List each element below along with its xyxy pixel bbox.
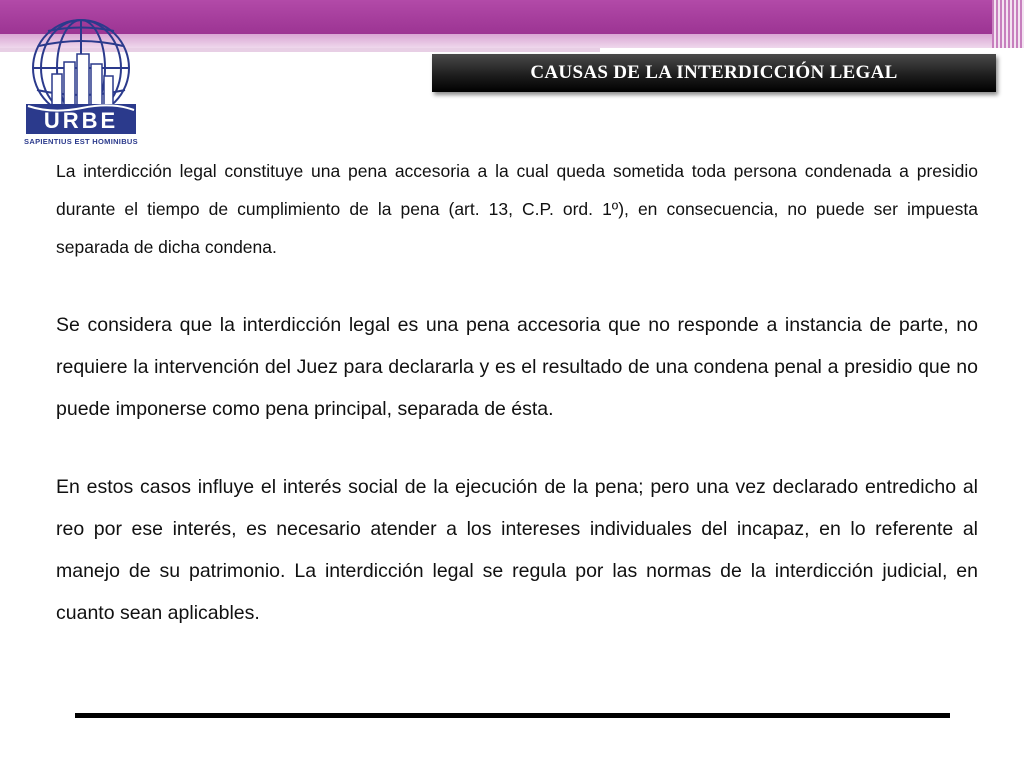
body-content <box>56 152 978 634</box>
header-stripes <box>992 0 1024 48</box>
urbe-logo <box>22 16 140 148</box>
paragraph-3: En estos casos influye el interés social de la ejecución de la pena; pero una vez declarado entredicho al reo por ese interés, es necesario atender a los intereses individuales del incapaz, en lo referente al manejo de su patrimonio. La interdicción legal se regula por las normas de la interdicción judicial, en cuanto sean aplicables. <box>56 476 978 624</box>
title-bar <box>432 54 996 92</box>
paragraph-1: La interdicción legal constituye una pena accesoria a la cual queda sometida toda persona condenada a presidio durante el tiempo de cumplimiento de la pena (art. 13, C.P. ord. 1º), en consecuencia, no puede ser impuesta separada de dicha condena. <box>56 161 978 257</box>
logo-motto: SAPIENTIUS EST HOMINIBUS <box>24 137 138 146</box>
page-title: CAUSAS DE LA INTERDICCIÓN LEGAL <box>530 62 898 83</box>
header-band <box>0 0 1024 34</box>
header-band-light <box>0 34 1024 48</box>
logo-wordmark: URBE <box>43 108 119 133</box>
paragraph-2: Se considera que la interdicción legal es una pena accesoria que no responde a instancia de parte, no requiere la intervención del Juez para declararla y es el resultado de una condena penal a presidio que no puede imponerse como pena principal, separada de ésta. <box>56 314 978 420</box>
bottom-divider <box>75 713 950 718</box>
